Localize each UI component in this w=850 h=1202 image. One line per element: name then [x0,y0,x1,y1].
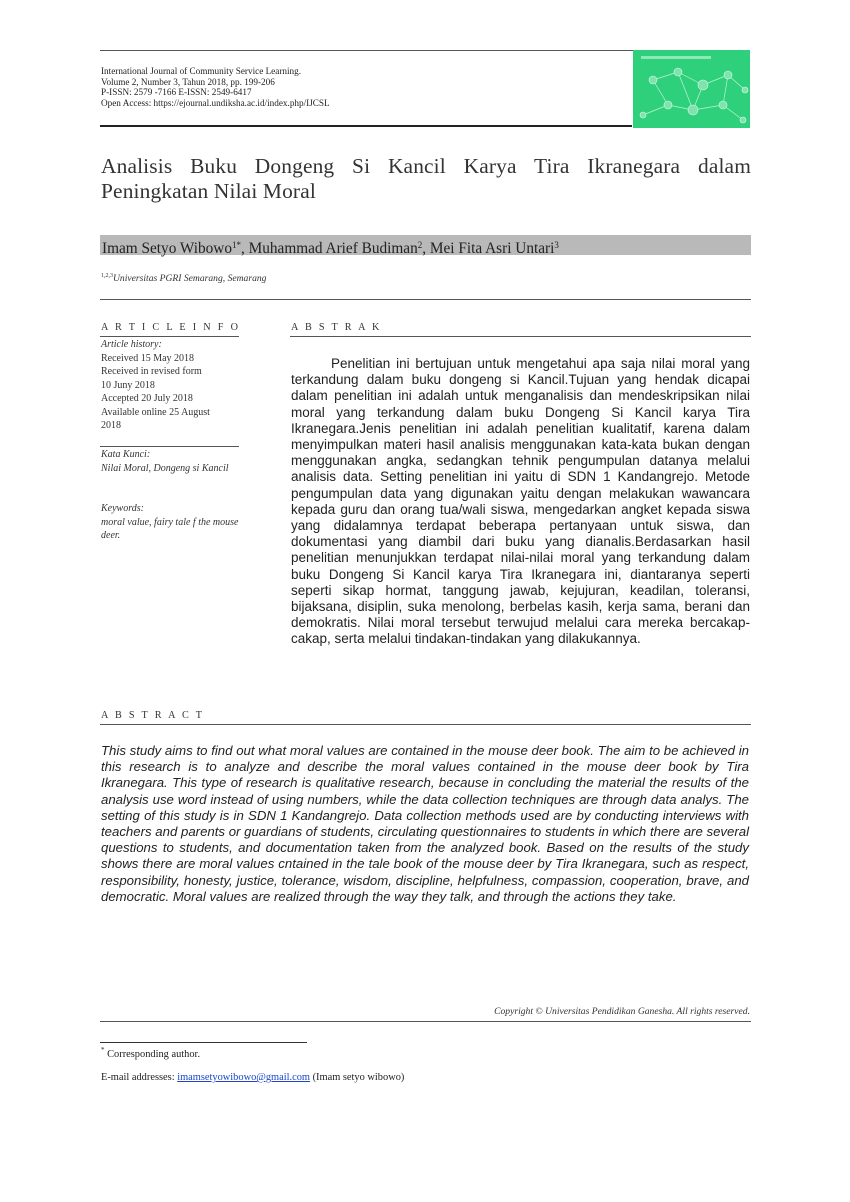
history-line: Available online 25 August [101,406,210,418]
history-line: 10 Juny 2018 [101,379,155,391]
footnote-mark: * [101,1046,105,1054]
journal-url: Open Access: https://ejournal.undiksha.ac.id/index.php/IJCSL [101,97,330,108]
network-cover-image [633,50,750,128]
journal-volume: Volume 2, Number 3, Tahun 2018, pp. 199-206 [101,76,275,87]
author-mark: 2 [417,240,423,250]
copyright-notice: Copyright © Universitas Pendidikan Ganesha. All rights reserved. [494,1006,750,1017]
keywords-text: moral value, fairy tale f the mouse deer. [101,516,239,541]
article-info-rule-2 [100,446,239,447]
abstrak-heading: A B S T R A K [291,322,382,333]
affiliation-marks: 1,2,3 [101,273,113,279]
abstract-text: This study aims to find out what moral values are contained in the mouse deer book. The aim to be achieved in this research is to analyze and describe the moral values contained in the mouse deer book by Tira Ikranegara. This type of research is qualitative research, because in concluding the material the results of the analysis use word instead of using numbers, while the data collection techniques are through data analys. The setting of this study is in SDN 1 Kandangrejo. Data collection methods used are by conducting interviews with teachers and parents or guardians of students, circulating questionnaires to students in which there are several questions to students, and documentation taken from the analyzed book. Based on the results of the study shows there are moral values cntained in the tale book of the mouse deer by Tira Ikranegara, such as respect, responsibility, honesty, justice, tolerance, wisdom, discipline, helpfulness, compassion, cooperation, brave, and democratic. Moral values are realized through the way they talk, and through the actions they take. [101,743,749,904]
journal-info [101,66,330,108]
corresponding-author-note [101,1046,200,1060]
header-bottom-rule [100,125,632,127]
history-line: Received 15 May 2018 [101,352,195,364]
article-info-heading: A R T I C L E I N F O [101,322,241,333]
history-line: Received in revised form [101,366,202,377]
paper-title: Analisis Buku Dongeng Si Kancil Karya Tira Ikranegara dalam Peningkatan Nilai Moral [101,154,751,203]
journal-name: International Journal of Community Service Learning. [101,66,302,76]
history-line: 2018 [101,420,121,431]
author-name: Muhammad Arief Budiman [248,240,418,257]
copyright-rule [100,1021,751,1022]
email-note [101,1072,404,1083]
journal-cover-image [633,50,750,128]
corresponding-author-text: Corresponding author. [107,1049,201,1060]
abstract-rule [100,724,751,725]
affiliation-text: Universitas PGRI Semarang, Semarang [113,273,267,284]
email-link[interactable]: imamsetyowibowo@gmail.com [177,1072,310,1083]
kata-kunci-label: Kata Kunci: [101,449,151,460]
author-mark: 3 [554,240,559,250]
section-rule [100,299,751,300]
abstrak-text: Penelitian ini bertujuan untuk mengetahui apa saja nilai moral yang terkandung dalam buku dongeng si Kancil.Tujuan yang hendak dicapai dalam penelitian ini adalah untuk menganalisis dan mendeskripsikan nilai moral yang terkandung dalam buku Dongeng Si Kancil karya Tira Ikranegara.Jenis penelitian ini adalah penelitian kualitatif, karena dalam menyimpulkan materi hasil analisis menggunakan kata-kata bukan dengan menggunakan angka, sedangkan tehnik pengumpulan datanya melalui analisis data. Setting penelitian ini yaitu di SDN 1 Kandangrejo. Metode pengumpulan data yang digunakan yaitu dengan melakukan wawancara kepada guru dan orang tua/wali siswa, mengedarkan angket kepada siswa yang didalamnya terdapat beberapa pertanyaan untuk siswa, dan dokumentasi yang diambil dari buku yang dianalis.Berdasarkan hasil penelitian menunjukkan terdapat nilai-nilai moral yang terkandung dalam buku Dongeng Si Kancil karya Tira Ikranegara ini, diantaranya seperti seperti sikap hormat, tanggung jawab, kejujuran, keadilan, toleransi, bijaksana, disiplin, suka menolong, berbelas kasih, kerja sama, berani dan demokratis. Nilai moral tersebut terwujud melalui cara mereka bercakap- cakap, serta melalui tindakan-tindakan yang dilakukannya. [291,356,750,647]
author-list: Imam Setyo Wibowo$^{1*}$, Muhammad Arief Budiman$^2$, Mei Fita Asri Untari$^3$ [102,240,559,257]
abstrak-rule [290,336,751,337]
article-info-rule [100,336,239,337]
journal-issn: P-ISSN: 2579 -7166 E-ISSN: 2549-6417 [101,87,252,98]
author-name: Mei Fita Asri Untari [429,240,555,257]
email-owner: (Imam setyo wibowo) [312,1072,405,1083]
footnote-rule [100,1042,307,1043]
keywords [101,502,246,543]
keywords-label: Keywords: [101,503,144,514]
email-label: E-mail addresses: [101,1072,175,1083]
article-history-label: Article history: [101,339,162,350]
article-history [101,338,246,433]
kata-kunci [101,448,246,475]
abstract-heading: A B S T R A C T [101,710,205,721]
author-name: Imam Setyo Wibowo [102,240,232,257]
history-line: Accepted 20 July 2018 [101,393,193,404]
affiliation [101,273,266,284]
kata-kunci-text: Nilai Moral, Dongeng si Kancil [101,462,229,474]
author-mark: 1* [231,240,241,250]
